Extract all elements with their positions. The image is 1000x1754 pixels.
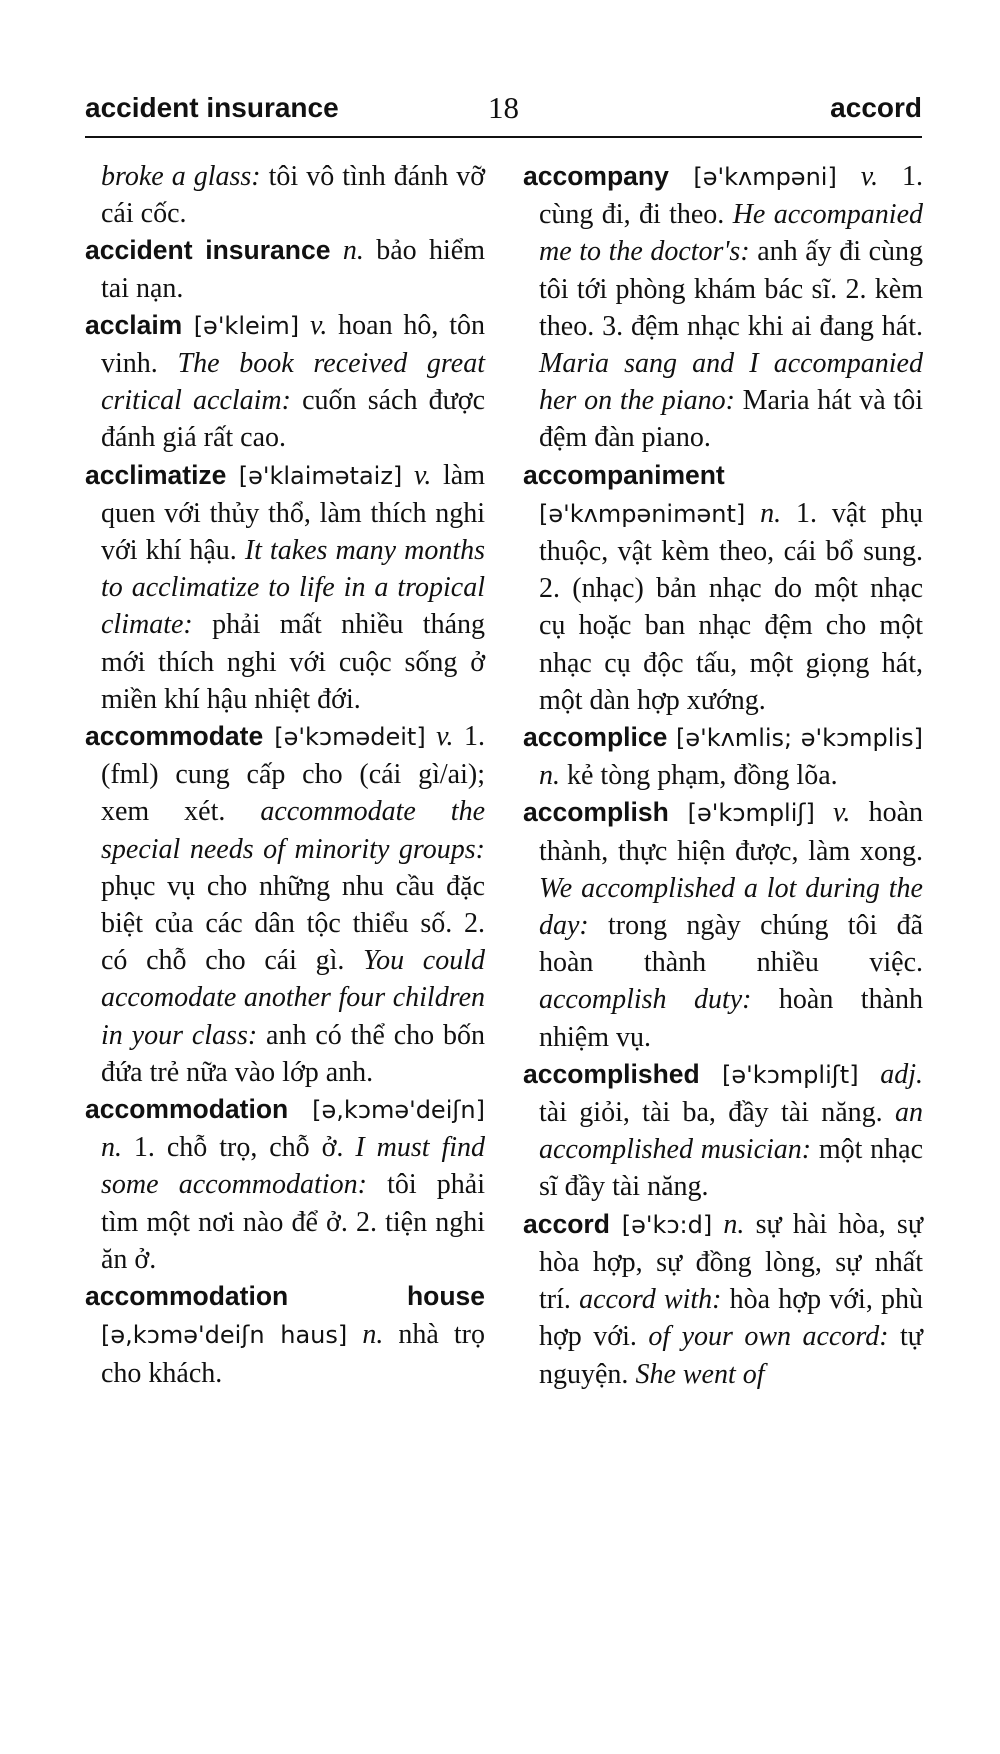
entry-pronunciation: [ə'kʌmpəni] (668, 163, 837, 191)
entry-headword: accomplice (523, 722, 668, 753)
entry-example: We accomplished a lot during the day: (539, 872, 923, 942)
entry-headword: accommodation house (85, 1281, 485, 1312)
entry-pronunciation: [ə'kleim] (182, 311, 300, 340)
page-header (85, 88, 922, 138)
entry-pronunciation: [ə'kʌmlis; ə'kɔmplis] (667, 724, 923, 753)
entry-translation: phải mất nhiều tháng mới thích nghi với cuộc sống ở miền khí hậu nhiệt đới. (101, 609, 485, 715)
entry-part-of-speech: v. (814, 797, 851, 829)
dictionary-entry (523, 158, 923, 457)
entry-part-of-speech: adj. (858, 1058, 923, 1090)
entry-example: He accompanied me to the doctor's: (539, 199, 923, 268)
entry-translation: phục vụ cho những nhu cầu đặc biệt của các dân tộc thiểu số. 2. có chỗ cho cái gì. (101, 870, 485, 977)
entry-pronunciation: [ə'kɔmpliʃ] (668, 799, 815, 828)
entry-part-of-speech: n. (330, 235, 364, 267)
dictionary-entry (523, 719, 923, 794)
entry-pronunciation: [ə'kɔmədeit] (263, 723, 426, 752)
dictionary-entry (523, 457, 923, 719)
entry-example: It takes many months to acclimatize to life in a tropical climate: (101, 535, 486, 641)
entry-pronunciation: [ə,kɔmə'deiʃn haus] (101, 1321, 348, 1350)
entry-example: accommodate the special needs of minority groups: (101, 796, 485, 865)
entry-definition: làm quen với thủy thổ, làm thích nghi với khí hậu. (101, 459, 485, 567)
left-column (85, 158, 485, 1392)
entry-definition: 1. cùng đi, đi theo. (539, 161, 924, 231)
entry-example: She went of (635, 1358, 765, 1390)
entry-example: of your own accord: (648, 1321, 889, 1353)
entry-translation: tự nguyện. (539, 1321, 923, 1390)
left-guide-word: accident insurance (85, 92, 339, 123)
entry-definition: hoan hô, tôn vinh. (101, 309, 485, 380)
entry-part-of-speech: n. (712, 1208, 745, 1240)
entry-part-of-speech: n. (101, 1132, 122, 1164)
entry-definition: 1. vật phụ thuộc, vật kèm theo, cái bổ sung. 2. (nhạc) bản nhạc do một nhạc cụ hoặc ban nhạc đệm cho một nhạc cụ độc tấu, một giọng hát, một dàn hợp xướng. (539, 497, 923, 716)
entry-translation: Maria hát và tôi đệm đàn piano. (539, 385, 923, 454)
entry-example: an accomplished musician: (539, 1097, 923, 1166)
page-number: 18 (488, 90, 519, 125)
dictionary-entry (85, 1278, 485, 1392)
entry-translation: một nhạc sĩ đầy tài năng. (539, 1134, 923, 1203)
entry-translation: tôi phải tìm một nơi nào để ở. 2. tiện nghi ăn ở. (101, 1169, 486, 1275)
dictionary-entry (85, 457, 485, 718)
entry-pronunciation: [ə'kʌmpənimənt] (539, 499, 746, 528)
entry-headword: accommodate (85, 721, 264, 752)
dictionary-entry (523, 1206, 923, 1393)
entry-part-of-speech: n. (745, 497, 782, 529)
entry-example: I must find some accommodation: (101, 1132, 486, 1201)
entry-headword: accord (523, 1208, 610, 1239)
dictionary-entry (85, 232, 485, 306)
entry-headword: accompany (523, 161, 669, 191)
entry-example: You could accomodate another four children in your class: (101, 945, 485, 1051)
entry-example: broke a glass: (101, 161, 261, 192)
entry-definition: hoàn thành, thực hiện được, làm xong. (539, 797, 923, 867)
entry-definition: nhà trọ cho khách. (101, 1319, 485, 1389)
entry-translation: anh ấy đi cùng tôi tới phòng khám bác sĩ. 2. kèm theo. 3. đệm nhạc khi ai đang hát. (539, 236, 923, 342)
entry-part-of-speech: v. (299, 309, 328, 341)
entry-definition: 1. chỗ trọ, chỗ ở. (122, 1132, 356, 1164)
entry-headword: accident insurance (85, 235, 331, 266)
right-guide-word: accord (830, 92, 922, 123)
entry-headword: accomplish (523, 797, 669, 828)
entry-continuation (85, 158, 485, 232)
entry-definition: sự hài hòa, sự hòa hợp, sự đồng lòng, sự nhất trí. (539, 1208, 924, 1316)
entry-translation: hòa hợp với, phù hợp với. (539, 1284, 924, 1353)
entry-pronunciation: [ə'klaimətaiz] (226, 461, 403, 490)
entry-definition: bảo hiểm tai nạn. (101, 235, 485, 304)
entry-pronunciation: [ə,kɔmə'deiʃn] (288, 1096, 485, 1125)
dictionary-entry (85, 718, 485, 1091)
entry-translation: hoàn thành nhiệm vụ. (539, 984, 923, 1053)
dictionary-entry (85, 1091, 485, 1278)
entry-pronunciation: [ə'kɔ:d] (609, 1210, 713, 1239)
entry-translation: cuốn sách được đánh giá rất cao. (101, 385, 486, 454)
entry-translation: tôi vô tình đánh vỡ cái cốc. (101, 161, 485, 230)
entry-example: Maria sang and I accompanied her on the piano: (539, 348, 923, 417)
entry-part-of-speech: v. (836, 161, 879, 192)
entry-headword: accompaniment (523, 459, 725, 490)
entry-headword: acclimatize (85, 459, 227, 490)
entry-pronunciation: [ə'kɔmpliʃt] (699, 1060, 859, 1089)
entry-headword: accomplished (523, 1058, 700, 1089)
right-column (523, 158, 923, 1393)
entry-headword: accommodation (85, 1094, 289, 1125)
entry-example: accord with: (579, 1284, 722, 1316)
entry-part-of-speech: v. (425, 721, 454, 753)
dictionary-entry (523, 1056, 923, 1206)
entry-part-of-speech: v. (402, 459, 432, 491)
dictionary-entry (85, 307, 485, 457)
entry-part-of-speech: n. (347, 1319, 384, 1351)
dictionary-entry (523, 794, 923, 1055)
entry-example: The book received great critical acclaim: (101, 348, 485, 417)
entry-definition: tài giỏi, tài ba, đầy tài năng. (539, 1097, 895, 1129)
entry-translation: trong ngày chúng tôi đã hoàn thành nhiều việc. (539, 910, 923, 979)
entry-translation: anh có thể cho bốn đứa trẻ nữa vào lớp anh. (101, 1019, 485, 1088)
entry-headword: acclaim (85, 309, 183, 340)
entry-definition: 1. (fml) cung cấp cho (cái gì/ai); xem xét. (101, 721, 485, 828)
entry-definition: kẻ tòng phạm, đồng lõa. (560, 760, 838, 792)
entry-part-of-speech: n. (539, 760, 560, 792)
entry-example: accomplish duty: (539, 984, 752, 1016)
